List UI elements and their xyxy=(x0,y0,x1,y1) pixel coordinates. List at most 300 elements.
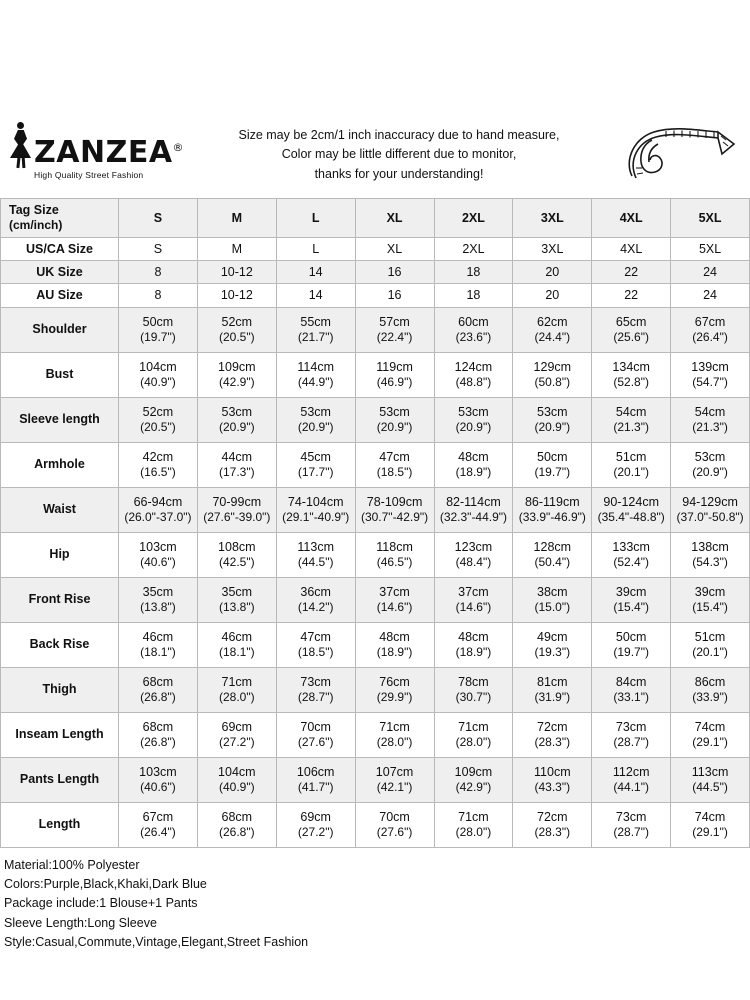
cell-value-cm: 70-99cm xyxy=(212,494,262,509)
cell-value-cm: 113cm xyxy=(297,539,334,554)
cell-value-cm: 46cm xyxy=(221,629,253,644)
table-row xyxy=(1,577,750,622)
cell-value-cm: 134cm xyxy=(612,359,650,374)
cell-value-cm: 60cm xyxy=(458,314,489,329)
cell-value-cm: 90-124cm xyxy=(603,494,659,509)
cell-value-inch: (19.7") xyxy=(613,644,649,659)
cell-value-inch: (14.6") xyxy=(376,599,413,614)
cell-value-cm: 45cm xyxy=(300,449,331,464)
table-row xyxy=(1,667,750,712)
cell-value-cm: 109cm xyxy=(218,359,256,374)
cell-value-inch: (26.8") xyxy=(140,689,176,704)
cell-value-cm: 8 xyxy=(154,265,162,280)
table-cell xyxy=(276,577,355,622)
table-cell xyxy=(513,712,592,757)
cell-value-inch: (28.0") xyxy=(455,824,492,839)
table-cell xyxy=(434,622,513,667)
cell-value-inch: (20.9") xyxy=(219,419,255,434)
cell-value-inch: (19.7") xyxy=(534,464,571,479)
cell-value-inch: (26.4") xyxy=(692,329,728,344)
cell-value-inch: (20.5") xyxy=(140,419,176,434)
disclaimer-line-2: Color may be little different due to monitor, xyxy=(281,147,517,162)
table-cell xyxy=(119,532,198,577)
cell-value-cm: 53cm xyxy=(458,404,489,419)
cell-value-inch: (33.9") xyxy=(692,689,728,704)
cell-value-inch: (21.3") xyxy=(613,419,649,434)
cell-value-inch: (44.9") xyxy=(297,374,334,389)
cell-value-cm: 72cm xyxy=(537,719,568,734)
cell-value-cm: 129cm xyxy=(533,359,572,374)
cell-value-cm: 66-94cm xyxy=(133,494,183,509)
table-cell xyxy=(434,802,513,847)
table-cell xyxy=(119,577,198,622)
table-cell xyxy=(671,397,750,442)
cell-value-inch: (40.9") xyxy=(140,374,176,389)
row-label: US/CA Size xyxy=(1,237,119,260)
cell-value-cm: 76cm xyxy=(379,674,410,689)
brand-name-text: ZANZEA xyxy=(34,135,173,170)
table-cell xyxy=(592,397,671,442)
table-cell xyxy=(513,307,592,352)
cell-value-inch: (29.1") xyxy=(692,734,728,749)
table-cell xyxy=(513,397,592,442)
chart-header xyxy=(0,118,750,198)
tag-size-sub: (cm/inch) xyxy=(9,218,63,233)
table-cell xyxy=(119,802,198,847)
table-cell xyxy=(592,261,671,284)
measurement-disclaimer xyxy=(176,118,622,184)
cell-value-cm: 37cm xyxy=(458,584,489,599)
cell-value-cm: 114cm xyxy=(297,359,334,374)
cell-value-cm: M xyxy=(231,241,243,256)
table-row xyxy=(1,487,750,532)
size-chart-sheet xyxy=(0,118,750,952)
cell-value-cm: 68cm xyxy=(142,719,174,734)
table-row xyxy=(1,802,750,847)
table-cell xyxy=(434,487,513,532)
table-cell xyxy=(513,667,592,712)
cell-value-inch: (28.0") xyxy=(455,734,492,749)
note-colors: Colors:Purple,Black,Khaki,Dark Blue xyxy=(4,876,207,891)
cell-value-cm: 24 xyxy=(703,288,718,303)
table-cell xyxy=(513,352,592,397)
table-cell xyxy=(513,757,592,802)
cell-value-cm: 48cm xyxy=(379,629,410,644)
table-cell xyxy=(119,397,198,442)
cell-value-inch: (33.9"-46.9") xyxy=(518,509,586,524)
cell-value-cm: 119cm xyxy=(376,359,413,374)
table-cell xyxy=(671,712,750,757)
cell-value-inch: (20.9") xyxy=(692,464,728,479)
cell-value-cm: 112cm xyxy=(612,764,650,779)
cell-value-cm: 71cm xyxy=(458,809,489,824)
cell-value-cm: 3XL xyxy=(541,241,564,256)
cell-value-cm: 2XL xyxy=(462,241,485,256)
table-cell xyxy=(513,622,592,667)
row-label: UK Size xyxy=(1,261,119,284)
table-row xyxy=(1,757,750,802)
table-cell xyxy=(513,284,592,307)
cell-value-inch: (40.6") xyxy=(140,554,176,569)
cell-value-inch: (13.8") xyxy=(219,599,255,614)
table-cell xyxy=(119,352,198,397)
cell-value-inch: (18.1") xyxy=(219,644,255,659)
cell-value-inch: (50.4") xyxy=(534,554,571,569)
cell-value-cm: 37cm xyxy=(379,584,410,599)
cell-value-cm: 86-119cm xyxy=(524,494,580,509)
table-row xyxy=(1,261,750,284)
table-cell xyxy=(513,577,592,622)
table-cell xyxy=(671,284,750,307)
table-cell xyxy=(355,487,434,532)
cell-value-cm: 20 xyxy=(545,288,560,303)
cell-value-inch: (41.7") xyxy=(297,779,334,794)
cell-value-cm: 16 xyxy=(387,265,402,280)
table-cell xyxy=(592,622,671,667)
cell-value-inch: (30.7"-42.9") xyxy=(360,509,429,524)
table-cell xyxy=(197,667,276,712)
cell-value-cm: 71cm xyxy=(221,674,253,689)
cell-value-inch: (54.3") xyxy=(692,554,728,569)
cell-value-cm: 103cm xyxy=(139,539,177,554)
table-cell xyxy=(434,712,513,757)
table-cell xyxy=(671,667,750,712)
cell-value-cm: 4XL xyxy=(620,241,643,256)
table-cell xyxy=(355,577,434,622)
cell-value-cm: 39cm xyxy=(615,584,647,599)
cell-value-inch: (44.5") xyxy=(297,554,334,569)
cell-value-cm: 36cm xyxy=(300,584,331,599)
col-header-2xl: 2XL xyxy=(434,199,513,238)
row-label: Waist xyxy=(1,487,119,532)
table-cell xyxy=(197,307,276,352)
disclaimer-line-1: Size may be 2cm/1 inch inaccuracy due to hand measure, xyxy=(238,128,560,142)
table-cell xyxy=(119,284,198,307)
tag-size-header xyxy=(1,199,119,238)
cell-value-cm: 10-12 xyxy=(220,288,253,303)
table-cell xyxy=(276,442,355,487)
cell-value-cm: 73cm xyxy=(615,719,647,734)
table-cell xyxy=(355,757,434,802)
cell-value-cm: 69cm xyxy=(300,809,331,824)
cell-value-cm: 5XL xyxy=(698,241,722,256)
col-header-4xl: 4XL xyxy=(592,199,671,238)
cell-value-inch: (54.7") xyxy=(692,374,728,389)
cell-value-cm: 109cm xyxy=(454,764,493,779)
table-header-row xyxy=(1,199,750,238)
cell-value-cm: 128cm xyxy=(533,539,572,554)
note-material: Material:100% Polyester xyxy=(4,857,140,872)
table-cell xyxy=(592,712,671,757)
row-label: Back Rise xyxy=(1,622,119,667)
cell-value-cm: 18 xyxy=(466,265,481,280)
table-cell xyxy=(671,442,750,487)
cell-value-cm: 113cm xyxy=(691,764,729,779)
note-style: Style:Casual,Commute,Vintage,Elegant,Street Fashion xyxy=(4,935,309,950)
cell-value-cm: 8 xyxy=(154,288,162,303)
table-cell xyxy=(513,442,592,487)
tag-size-label: Tag Size xyxy=(9,203,59,217)
cell-value-cm: 107cm xyxy=(375,764,414,779)
cell-value-inch: (27.2") xyxy=(297,824,334,839)
table-cell xyxy=(119,307,198,352)
cell-value-inch: (42.9") xyxy=(455,779,492,794)
cell-value-cm: 71cm xyxy=(458,719,489,734)
cell-value-cm: 86cm xyxy=(694,674,726,689)
cell-value-cm: 48cm xyxy=(458,449,489,464)
cell-value-inch: (28.0") xyxy=(376,734,413,749)
col-header-xl: XL xyxy=(355,199,434,238)
cell-value-cm: 35cm xyxy=(221,584,253,599)
table-cell xyxy=(197,487,276,532)
cell-value-cm: 68cm xyxy=(142,674,174,689)
cell-value-inch: (16.5") xyxy=(140,464,176,479)
cell-value-inch: (44.5") xyxy=(692,779,728,794)
table-cell xyxy=(434,532,513,577)
cell-value-cm: 24 xyxy=(703,265,718,280)
cell-value-cm: 38cm xyxy=(537,584,568,599)
cell-value-inch: (42.9") xyxy=(219,374,255,389)
col-header-l: L xyxy=(276,199,355,238)
cell-value-cm: 70cm xyxy=(300,719,331,734)
registered-mark: ® xyxy=(172,141,185,154)
table-cell xyxy=(276,352,355,397)
cell-value-cm: 71cm xyxy=(379,719,410,734)
cell-value-inch: (35.4"-48.8") xyxy=(597,509,665,524)
cell-value-inch: (15.0") xyxy=(534,599,571,614)
cell-value-inch: (17.3") xyxy=(219,464,255,479)
cell-value-cm: 84cm xyxy=(615,674,647,689)
cell-value-inch: (40.9") xyxy=(219,779,255,794)
table-cell xyxy=(513,487,592,532)
cell-value-cm: 42cm xyxy=(142,449,174,464)
cell-value-cm: 14 xyxy=(308,288,323,303)
cell-value-inch: (20.9") xyxy=(297,419,334,434)
cell-value-inch: (26.4") xyxy=(140,824,176,839)
table-cell xyxy=(197,442,276,487)
table-cell xyxy=(434,352,513,397)
cell-value-cm: 138cm xyxy=(691,539,729,554)
note-package: Package include:1 Blouse+1 Pants xyxy=(4,896,198,911)
cell-value-cm: 53cm xyxy=(221,404,253,419)
cell-value-cm: 68cm xyxy=(221,809,253,824)
cell-value-inch: (25.6") xyxy=(613,329,649,344)
table-cell xyxy=(276,622,355,667)
cell-value-cm: 73cm xyxy=(300,674,331,689)
cell-value-cm: 50cm xyxy=(537,449,568,464)
table-row xyxy=(1,712,750,757)
cell-value-inch: (22.4") xyxy=(376,329,413,344)
cell-value-cm: 73cm xyxy=(615,809,647,824)
cell-value-inch: (52.4") xyxy=(613,554,649,569)
cell-value-inch: (30.7") xyxy=(455,689,492,704)
cell-value-inch: (18.9") xyxy=(376,644,413,659)
cell-value-cm: 78-109cm xyxy=(366,494,423,509)
row-label: Hip xyxy=(1,532,119,577)
row-label: Thigh xyxy=(1,667,119,712)
cell-value-inch: (44.1") xyxy=(613,779,649,794)
cell-value-inch: (21.7") xyxy=(297,329,334,344)
table-cell xyxy=(434,442,513,487)
table-cell xyxy=(355,352,434,397)
table-cell xyxy=(513,237,592,260)
cell-value-inch: (19.3") xyxy=(534,644,571,659)
cell-value-cm: 47cm xyxy=(379,449,410,464)
cell-value-cm: L xyxy=(312,241,320,256)
cell-value-cm: 82-114cm xyxy=(446,494,501,509)
table-row xyxy=(1,237,750,260)
woman-silhouette-icon xyxy=(8,122,34,168)
cell-value-inch: (26.8") xyxy=(219,824,255,839)
cell-value-cm: 72cm xyxy=(537,809,568,824)
table-row xyxy=(1,397,750,442)
cell-value-inch: (21.3") xyxy=(692,419,728,434)
table-cell xyxy=(592,237,671,260)
cell-value-inch: (46.9") xyxy=(376,374,413,389)
table-cell xyxy=(355,307,434,352)
cell-value-cm: 78cm xyxy=(458,674,489,689)
table-cell xyxy=(513,261,592,284)
table-cell xyxy=(592,532,671,577)
cell-value-cm: 39cm xyxy=(694,584,726,599)
table-cell xyxy=(355,397,434,442)
cell-value-inch: (15.4") xyxy=(613,599,649,614)
table-cell xyxy=(197,397,276,442)
table-cell xyxy=(276,261,355,284)
table-cell xyxy=(197,712,276,757)
table-cell xyxy=(197,352,276,397)
cell-value-inch: (23.6") xyxy=(455,329,492,344)
table-cell xyxy=(355,532,434,577)
cell-value-inch: (24.4") xyxy=(534,329,571,344)
cell-value-cm: 124cm xyxy=(454,359,493,374)
table-cell xyxy=(276,307,355,352)
table-cell xyxy=(671,261,750,284)
measuring-tape-icon xyxy=(622,118,742,190)
table-cell xyxy=(355,667,434,712)
row-label: Length xyxy=(1,802,119,847)
table-cell xyxy=(434,307,513,352)
cell-value-cm: 108cm xyxy=(218,539,256,554)
row-label: Armhole xyxy=(1,442,119,487)
table-cell xyxy=(592,307,671,352)
row-label: AU Size xyxy=(1,284,119,307)
cell-value-cm: 14 xyxy=(308,265,323,280)
cell-value-cm: 18 xyxy=(466,288,481,303)
table-cell xyxy=(355,442,434,487)
table-cell xyxy=(592,284,671,307)
cell-value-cm: 50cm xyxy=(615,629,647,644)
cell-value-inch: (28.3") xyxy=(534,824,571,839)
table-cell xyxy=(276,667,355,712)
table-cell xyxy=(671,237,750,260)
table-cell xyxy=(355,284,434,307)
table-cell xyxy=(592,667,671,712)
cell-value-inch: (28.0") xyxy=(219,689,255,704)
cell-value-cm: XL xyxy=(386,241,403,256)
table-cell xyxy=(276,802,355,847)
table-cell xyxy=(592,757,671,802)
cell-value-cm: S xyxy=(153,241,163,256)
cell-value-cm: 10-12 xyxy=(220,265,253,280)
table-cell xyxy=(592,577,671,622)
cell-value-inch: (18.1") xyxy=(140,644,176,659)
cell-value-inch: (31.9") xyxy=(534,689,571,704)
table-cell xyxy=(671,577,750,622)
cell-value-cm: 49cm xyxy=(537,629,568,644)
cell-value-cm: 54cm xyxy=(694,404,726,419)
cell-value-cm: 67cm xyxy=(142,809,174,824)
cell-value-inch: (18.9") xyxy=(455,464,492,479)
col-header-3xl: 3XL xyxy=(513,199,592,238)
table-cell xyxy=(276,284,355,307)
cell-value-cm: 53cm xyxy=(537,404,568,419)
cell-value-inch: (28.7") xyxy=(613,824,649,839)
cell-value-cm: 74-104cm xyxy=(287,494,344,509)
table-cell xyxy=(119,487,198,532)
table-cell xyxy=(355,802,434,847)
cell-value-inch: (43.3") xyxy=(534,779,571,794)
table-cell xyxy=(671,757,750,802)
cell-value-inch: (20.9") xyxy=(534,419,571,434)
cell-value-inch: (20.1") xyxy=(692,644,728,659)
table-cell xyxy=(276,712,355,757)
cell-value-cm: 51cm xyxy=(615,449,647,464)
cell-value-cm: 70cm xyxy=(379,809,410,824)
col-header-s: S xyxy=(119,199,198,238)
cell-value-inch: (29.9") xyxy=(376,689,413,704)
table-cell xyxy=(434,237,513,260)
table-cell xyxy=(119,712,198,757)
note-sleeve-length: Sleeve Length:Long Sleeve xyxy=(4,915,157,930)
cell-value-inch: (29.1"-40.9") xyxy=(282,509,350,524)
size-table xyxy=(0,198,750,848)
cell-value-cm: 51cm xyxy=(694,629,726,644)
cell-value-cm: 81cm xyxy=(537,674,568,689)
table-cell xyxy=(119,261,198,284)
cell-value-inch: (14.2") xyxy=(297,599,334,614)
cell-value-cm: 57cm xyxy=(379,314,410,329)
brand-tagline: High Quality Street Fashion xyxy=(34,170,144,180)
cell-value-inch: (20.1") xyxy=(613,464,649,479)
row-label: Shoulder xyxy=(1,307,119,352)
cell-value-inch: (13.8") xyxy=(140,599,176,614)
row-label: Front Rise xyxy=(1,577,119,622)
product-notes xyxy=(0,848,750,953)
cell-value-inch: (17.7") xyxy=(297,464,334,479)
row-label: Sleeve length xyxy=(1,397,119,442)
cell-value-inch: (28.3") xyxy=(534,734,571,749)
table-cell xyxy=(197,284,276,307)
table-cell xyxy=(355,261,434,284)
table-cell xyxy=(119,237,198,260)
table-row xyxy=(1,284,750,307)
table-cell xyxy=(434,284,513,307)
cell-value-inch: (52.8") xyxy=(613,374,649,389)
table-cell xyxy=(355,712,434,757)
cell-value-cm: 16 xyxy=(387,288,402,303)
cell-value-inch: (15.4") xyxy=(692,599,728,614)
cell-value-cm: 52cm xyxy=(221,314,253,329)
cell-value-inch: (18.5") xyxy=(297,644,334,659)
brand-block xyxy=(8,118,185,180)
table-cell xyxy=(513,802,592,847)
cell-value-inch: (29.1") xyxy=(692,824,728,839)
row-label: Inseam Length xyxy=(1,712,119,757)
cell-value-cm: 44cm xyxy=(221,449,253,464)
cell-value-cm: 139cm xyxy=(691,359,729,374)
cell-value-inch: (40.6") xyxy=(140,779,176,794)
